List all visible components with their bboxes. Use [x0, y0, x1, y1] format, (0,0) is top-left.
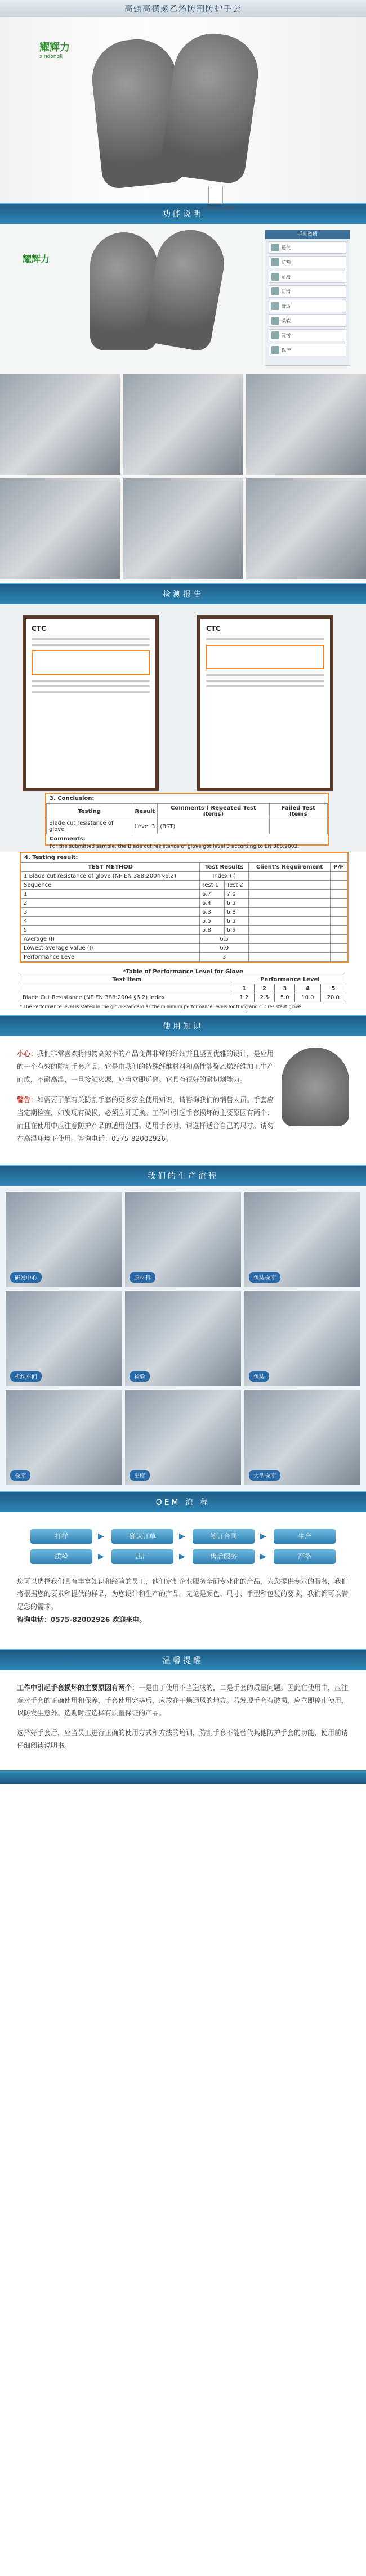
logo-mark: 耀辉力	[39, 42, 70, 53]
doc-line	[32, 644, 150, 646]
report-section	[0, 604, 366, 852]
performance-title: *Table of Performance Level for Glove	[123, 969, 243, 975]
glove-back-image	[142, 224, 230, 353]
report-doc-title: CTC	[32, 624, 46, 632]
knowledge-paragraph: 警告：如需要了解有关防割手套的更多安全使用知识，请咨询我们的销售人员。手套应当定期检查，如发现有破损，必须立即更换。工作中引起手套损坏的主要原因有两个：而且在使用中应注意防护产品的适用范围。选用手套时，请选择适合自己的尺寸。请勿在高温环境下使用。咨询电话：0575-82002926。	[17, 1096, 274, 1143]
feature-icon	[271, 302, 279, 310]
performance-note: * The Performance level is stated in the glove standard as the minimum performance levels for thing and cut resistant glove.	[20, 1004, 303, 1009]
oem-step: 打样	[30, 1529, 92, 1544]
detail-photo	[0, 478, 120, 579]
glove-image-right	[159, 29, 264, 185]
feature-icon	[271, 287, 279, 295]
tips-paragraph: 选择好手套后，应当员工进行正确的使用方式和方法的培训，防割手套不能替代其他防护手套的功能，使用前请仔细阅读说明书。	[17, 1729, 349, 1750]
arrow-right-icon: ▶	[98, 1552, 104, 1561]
feature-panel-header: 手套资质	[265, 230, 350, 239]
oem-steps-row	[0, 1529, 366, 1544]
production-grid	[0, 1192, 366, 1485]
hero-section	[0, 17, 366, 212]
knowledge-paragraph: 小心：我们非常喜欢将购物高效率的产品变得非常的纤细并且坚固优雅的设计，是应用的一个有效的防割手套产品。它是由我们的特殊纤维材料和高性能聚乙烯纤维加工生产而成，不耐高温，一旦接触火源，应当立即远离。它具有很好的耐切割能力。	[17, 1050, 274, 1084]
oem-step: 质检	[30, 1549, 92, 1564]
oem-step: 出厂	[111, 1549, 173, 1564]
detail-photo	[246, 478, 366, 579]
production-photo: 包装仓库	[244, 1192, 360, 1287]
detail-photo	[123, 478, 243, 579]
knowledge-section	[0, 1036, 366, 1165]
conclusion-label: 3. Conclusion:	[50, 795, 95, 802]
doc-line	[32, 638, 150, 640]
testing-result-table: TEST METHOD Test Results Client's Requirement P/F 1 Blade cut resistance of glove (NF EN 388:2004 §6.2) Index (I) Sequence Test 1 Test 2 1 6.7 7.0 2 6.4 6.5 3 6.3 6.8 4 5.5 6.5 5 5.8 6.9 Average (I) 6.5 Lowest average value (I) 6.0 Performance Level 3	[21, 862, 347, 962]
section-title-oem: OEM 流 程	[0, 1491, 366, 1512]
production-photo: 研发中心	[6, 1192, 122, 1287]
arrow-right-icon: ▶	[98, 1531, 104, 1541]
production-photo: 出库	[125, 1390, 241, 1485]
performance-table: Test Item Performance Level 1 2 3 4 5 Blade Cut Resistance (NF EN 388:2004 §6.2) Index 1.2 2.5 5.0 10.0 20.0	[20, 975, 346, 1002]
production-photo: 机织车间	[6, 1291, 122, 1386]
feature-row: 透气	[269, 241, 346, 254]
detail-photo	[246, 374, 366, 475]
detail-photo	[123, 374, 243, 475]
comments-text: For the submitted sample, the Blade cut resistance of glove got level 3 according to EN 388:2003.	[50, 844, 300, 849]
production-section	[0, 1186, 366, 1491]
section-title-report: 检测报告	[0, 583, 366, 604]
production-photo: 检验	[125, 1291, 241, 1386]
glove-image-knowledge	[282, 1048, 349, 1126]
report-document	[23, 615, 159, 791]
arrow-right-icon: ▶	[260, 1531, 266, 1541]
page-title: 高强高模聚乙烯防割防护手套	[124, 5, 242, 14]
comments-label: Comments:	[50, 836, 86, 842]
conclusion-box	[45, 793, 329, 849]
model-code: DSL-0030	[208, 206, 236, 212]
section-title-production: 我们的生产流程	[0, 1165, 366, 1186]
production-photo: 原材料	[125, 1192, 241, 1287]
arrow-right-icon: ▶	[179, 1531, 185, 1541]
feature-row: 耐磨	[269, 271, 346, 283]
feature-icon	[271, 258, 279, 266]
oem-steps-row	[0, 1549, 366, 1564]
performance-table-block	[20, 969, 346, 1009]
feature-icon	[271, 331, 279, 339]
feature-icon	[271, 244, 279, 251]
production-photo: 仓库	[6, 1390, 122, 1485]
testing-result-label: 4. Testing result:	[24, 855, 78, 861]
doc-line	[32, 691, 150, 693]
feature-row: 防滑	[269, 285, 346, 298]
feature-icon	[271, 273, 279, 281]
oem-phone: 咨询电话：0575-82002926 欢迎来电。	[17, 1615, 146, 1624]
header-banner	[0, 0, 366, 17]
doc-line	[32, 680, 150, 682]
detail-photo-grid	[0, 370, 366, 583]
arrow-right-icon: ▶	[260, 1552, 266, 1561]
brand-logo-small: 耀辉力	[23, 254, 50, 264]
oem-description: 您可以选择我们具有丰富知识和经验的员工，他们定制企业服务全面专业化的产品，为您提供专业的服务，我们将根据您的要求和提供的样品，为您设计和生产的产品。无论是颜色、尺寸、手型和包装的要求，我们都可以满足您的需求。 咨询电话：0575-82002926 欢迎来电。	[17, 1577, 349, 1624]
model-code-box	[208, 186, 236, 212]
oem-section	[0, 1512, 366, 1649]
oem-step: 售后服务	[193, 1549, 255, 1564]
doc-line	[206, 674, 324, 676]
arrow-right-icon: ▶	[179, 1552, 185, 1561]
oem-step: 生产	[274, 1529, 336, 1544]
feature-icon	[271, 317, 279, 325]
oem-step: 签订合同	[193, 1529, 255, 1544]
production-photo: 大型仓库	[244, 1390, 360, 1485]
doc-line	[32, 685, 150, 687]
conclusion-table: Testing Result Comments ( Repeated Test Items) Failed Test Items Blade cut resistance of glove Level 3 (BST)	[46, 803, 328, 834]
doc-line	[206, 638, 324, 640]
section-title-knowledge: 使用知识	[0, 1015, 366, 1036]
oem-step: 严格	[274, 1549, 336, 1564]
tips-section	[0, 1670, 366, 1770]
feature-icon	[271, 346, 279, 354]
feature-row: 灵活	[269, 329, 346, 341]
logo-sub: xindongli	[39, 54, 63, 60]
doc-line	[206, 680, 324, 682]
production-photo: 包装	[244, 1291, 360, 1386]
testing-result-box	[20, 852, 349, 963]
report-doc-title: CTC	[206, 624, 221, 632]
detail-photo	[0, 374, 120, 475]
doc-highlight	[32, 650, 150, 675]
feature-row: 防割	[269, 256, 346, 268]
function-section	[0, 224, 366, 370]
section-title-function: 功能说明	[0, 203, 366, 224]
feature-row: 舒适	[269, 300, 346, 312]
feature-row: 保护	[269, 344, 346, 356]
feature-panel	[265, 230, 350, 366]
glove-outline-icon	[208, 186, 223, 204]
footer-strip	[0, 1770, 366, 1784]
doc-highlight	[206, 645, 324, 669]
section-title-tips: 温馨提醒	[0, 1649, 366, 1670]
report-document	[197, 615, 333, 791]
feature-row: 柔软	[269, 314, 346, 327]
doc-line	[206, 685, 324, 687]
tips-paragraph: 工作中引起手套损坏的主要原因有两个：一是由于使用不当造成的，二是手套的质量问题。因此在使用中，应注意对手套的正确使用和保养，手套使用完毕后，应放在干燥通风的地方。若发现手套有破损，应立即停止使用，以防发生意外。选购时应选择有质量保证的产品。	[17, 1683, 349, 1718]
oem-step: 确认订单	[111, 1529, 173, 1544]
brand-logo	[39, 39, 84, 60]
